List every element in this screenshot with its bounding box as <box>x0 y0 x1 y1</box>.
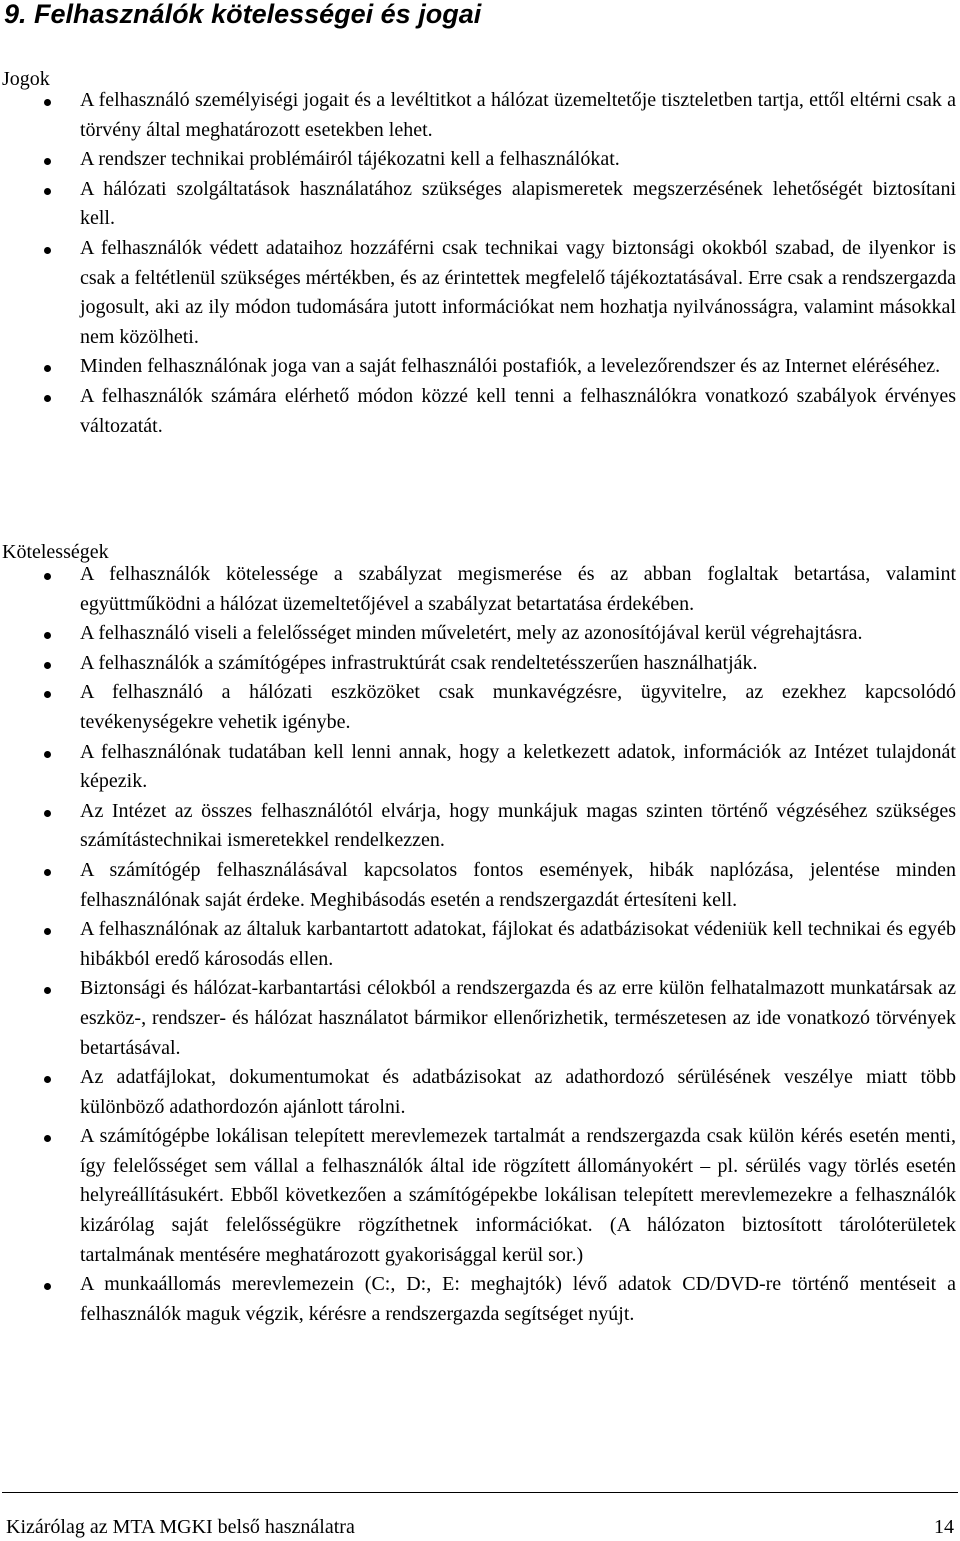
list-item <box>0 234 956 352</box>
rights-list <box>0 86 956 441</box>
list-item <box>0 915 956 974</box>
list-item-text: A felhasználónak tudatában kell lenni annak, hogy a keletkezett adatok, információk az Intézet tulajdonát képezik. <box>80 740 956 793</box>
list-item <box>0 1270 956 1329</box>
list-item-text: A felhasználók számára elérhető módon közzé kell tenni a felhasználókra vonatkozó szabályok érvényes változatát. <box>80 384 956 437</box>
bullet-icon <box>44 1283 51 1290</box>
bullet-icon <box>44 158 51 165</box>
list-item <box>0 1122 956 1270</box>
bullet-icon <box>44 928 51 935</box>
list-item <box>0 1063 956 1122</box>
list-item <box>0 649 956 679</box>
list-item-text: Biztonsági és hálózat-karbantartási célokból a rendszergazda és az erre külön felhatalmazott munkatársak az eszköz-, rendszer- és hálózat használatot bármikor ellenőrizhetik, természetesen az ide vonatkozó törvények betartásával. <box>80 977 956 1059</box>
list-item <box>0 145 956 175</box>
list-item <box>0 560 956 619</box>
list-item-text: Minden felhasználónak joga van a saját felhasználói postafiók, a levelezőrendszer és az Internet eléréséhez. <box>80 355 941 378</box>
list-item <box>0 974 956 1063</box>
bullet-icon <box>44 691 51 698</box>
list-item-text: A munkaállomás merevlemezein (C:, D:, E: meghajtók) lévő adatok CD/DVD-re történő mentéseit a felhasználók maguk végzik, kérésre a rendszergazda segítséget nyújt. <box>80 1273 956 1325</box>
footer-divider <box>2 1492 958 1493</box>
list-item-text: A felhasználó a hálózati eszközöket csak munkavégzésre, ügyvitelre, az ezekhez kapcsolódó tevékenységekre vehetik igénybe. <box>80 681 956 733</box>
footer-note: Kizárólag az MTA MGKI belső használatra <box>6 1516 355 1538</box>
bullet-icon <box>44 662 51 669</box>
bullet-icon <box>44 395 51 402</box>
list-item <box>0 678 956 737</box>
list-item <box>0 382 956 441</box>
bullet-icon <box>44 1135 51 1142</box>
bullet-icon <box>44 1076 51 1083</box>
bullet-icon <box>44 247 51 254</box>
list-item <box>0 619 956 649</box>
list-item <box>0 352 956 382</box>
list-item-text: A számítógépbe lokálisan telepített merevlemezek tartalmát a rendszergazda csak külön kérés esetén menti, így felelősséget sem vállal a felhasználók által ide rögzített állományokért – pl. sérülés vagy törlés esetén helyreállításukért. Ebből következően a számítógépekbe lokálisan telepített merevlemezekre a felhasználók kizárólag saját felelősségükre rögzíthetnek információkat. (A hálózaton biztosított tárolóterületek tartalmának mentésére meghatározott gyakorisággal kerül sor.) <box>80 1125 956 1266</box>
page-number: 14 <box>934 1516 954 1538</box>
list-item-text: A felhasználónak az általuk karbantartott adatokat, fájlokat és adatbázisokat védeniük kell technikai és egyéb hibákból eredő károsodás ellen. <box>80 918 956 970</box>
list-item-text: A hálózati szolgáltatások használatához szükséges alapismeretek megszerzésének lehetőségét biztosítani kell. <box>80 177 956 230</box>
bullet-icon <box>44 188 51 195</box>
list-item-text: A felhasználó viseli a felelősséget minden műveletért, mely az azonosítójával kerül végrehajtásra. <box>80 622 863 645</box>
page-title: 9. Felhasználók kötelességei és jogai <box>4 0 482 29</box>
bullet-icon <box>44 99 51 106</box>
list-item-text: A rendszer technikai problémáiról tájékozatni kell a felhasználókat. <box>80 148 620 171</box>
list-item <box>0 738 956 797</box>
list-item <box>0 797 956 856</box>
section-heading-kotelessegek: Kötelességek <box>2 541 109 563</box>
bullet-icon <box>44 810 51 817</box>
bullet-icon <box>44 632 51 639</box>
list-item-text: A felhasználó személyiségi jogait és a levéltitkot a hálózat üzemeltetője tiszteletben tartja, ettől eltérni csak a törvény által meghatározott esetekben lehet. <box>80 89 956 141</box>
list-item <box>0 856 956 915</box>
list-item <box>0 86 956 145</box>
list-item-text: A felhasználók védett adataihoz hozzáférni csak technikai vagy biztonsági okokból szabad, de ilyenkor is csak a feltétlenül szükséges mértékben, és az érintettek megfelelő tájékoztatásával. Erre csak a rendszergazda jogosult, aki az ily módon tudomására jutott információkat nem hozhatja nyilvánosságra, valamint másokkal nem közölheti. <box>80 236 956 348</box>
list-item <box>0 175 956 234</box>
bullet-icon <box>44 987 51 994</box>
obligations-list <box>0 560 956 1329</box>
list-item-text: Az adatfájlokat, dokumentumokat és adatbázisokat az adathordozó sérülésének veszélye miatt több különböző adathordozón ajánlott tárolni. <box>80 1066 956 1118</box>
list-item-text: A felhasználók a számítógépes infrastruktúrát csak rendeltetésszerűen használhatják. <box>80 651 758 674</box>
list-item-text: Az Intézet az összes felhasználótól elvárja, hogy munkájuk magas szinten történő végzéséhez szükséges számítástechnikai ismeretekkel rendelkezzen. <box>80 799 956 852</box>
list-item-text: A számítógép felhasználásával kapcsolatos fontos események, hibák naplózása, jelentése minden felhasználónak saját érdeke. Meghibásodás esetén a rendszergazdát értesíteni kell. <box>80 858 956 911</box>
bullet-icon <box>44 573 51 580</box>
section-heading-jogok: Jogok <box>2 68 50 90</box>
bullet-icon <box>44 365 51 372</box>
bullet-icon <box>44 869 51 876</box>
list-item-text: A felhasználók kötelessége a szabályzat megismerése és az abban foglaltak betartása, valamint együttműködni a hálózat üzemeltetőjével a szabályzat betartatása érdekében. <box>80 563 956 615</box>
bullet-icon <box>44 751 51 758</box>
